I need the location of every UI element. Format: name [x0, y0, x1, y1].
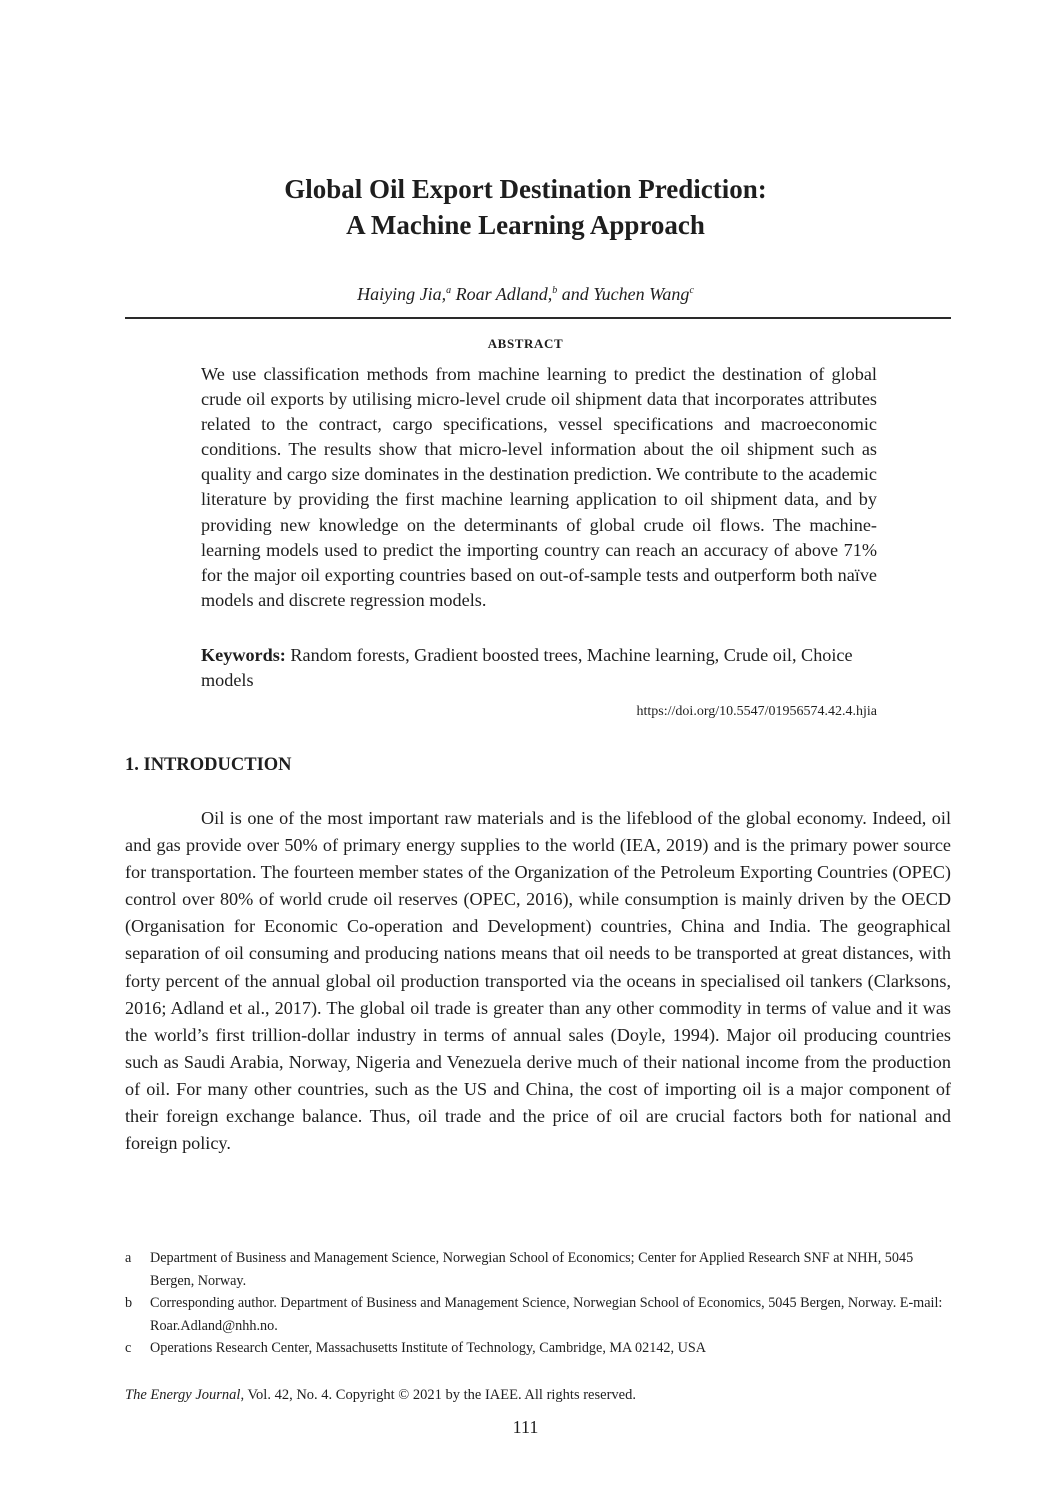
section-heading: 1. INTRODUCTION	[125, 755, 292, 775]
footnote-text: Operations Research Center, Massachusetts Institute of Technology, Cambridge, MA 02142, USA	[150, 1340, 706, 1357]
author-name: and Yuchen Wang	[561, 284, 690, 304]
journal-name: The Energy Journal	[125, 1387, 241, 1403]
journal-citation	[125, 1386, 636, 1404]
abstract-heading: ABSTRACT	[487, 336, 564, 351]
introduction-paragraph: Oil is one of the most important raw materials and is the lifeblood of the global economy. Indeed, oil and gas provide over 50% of primary energy supplies to the world (IEA, 2019) and is the primary power source for transportation. The fourteen member states of the Organization of the Petroleum Exporting Countries (OPEC) control over 80% of world crude oil reserves (OPEC, 2016), while consumption is mainly driven by the OECD (Organisation for Economic Co-operation and Development) countries, China and India. The geographical separation of oil consuming and producing nations means that oil needs to be transported at great distances, with forty percent of the annual global oil production transported via the oceans in specialised oil tankers (Clarksons, 2016; Adland et al., 2017). The global oil trade is greater than any other commodity in terms of value and it was the world’s first trillion-dollar industry in terms of annual sales (Doyle, 1994). Major oil producing countries such as Saudi Arabia, Norway, Nigeria and Venezuela derive much of their national income from the production of oil. For many other countries, such as the US and China, the cost of importing oil is a major component of their foreign exchange balance. Thus, oil trade and the price of oil are crucial factors both for national and foreign policy.	[125, 808, 951, 1154]
author-name: Roar Adland,	[455, 284, 553, 304]
paper-title	[0, 171, 1051, 243]
footnotes	[125, 1247, 951, 1360]
footnote-text: Corresponding author. Department of Business and Management Science, Norwegian School of Economics, 5045 Bergen, Norway. E-mail: Roar.Adland@nhh.no.	[150, 1295, 943, 1334]
doi-link[interactable]: https://doi.org/10.5547/01956574.42.4.hjia	[636, 704, 877, 719]
keywords	[201, 643, 877, 693]
footnote	[125, 1292, 951, 1337]
keywords-label: Keywords:	[201, 645, 286, 665]
affiliation-mark: a	[446, 285, 452, 296]
author-list	[0, 282, 1051, 306]
header-divider	[125, 317, 951, 319]
footnote	[125, 1337, 951, 1360]
affiliation-mark: b	[552, 285, 558, 296]
title-line-1: Global Oil Export Destination Prediction:	[284, 174, 767, 204]
journal-copyright: , Vol. 42, No. 4. Copyright © 2021 by the IAEE. All rights reserved.	[240, 1387, 636, 1403]
author-name: Haiying Jia,	[357, 284, 447, 304]
title-line-2: A Machine Learning Approach	[346, 210, 705, 240]
affiliation-mark: c	[689, 285, 694, 296]
footnote-text: Department of Business and Management Science, Norwegian School of Economics; Center for Applied Research SNF at NHH, 5045 Bergen, Norway.	[150, 1250, 914, 1289]
footnote-mark: c	[125, 1340, 132, 1357]
keywords-list: Random forests, Gradient boosted trees, Machine learning, Crude oil, Choice models	[201, 645, 853, 691]
page-number: 111	[512, 1417, 539, 1437]
footnote	[125, 1247, 951, 1292]
footnote-mark: b	[125, 1295, 133, 1312]
footnote-mark: a	[125, 1250, 132, 1266]
abstract-text: We use classification methods from machine learning to predict the destination of global crude oil exports by utilising micro-level crude oil shipment data that incorporates attributes related to the contract, cargo specifications, vessel specifications and macroeconomic conditions. The results show that micro-level information about the oil shipment such as quality and cargo size dominates in the destination prediction. We contribute to the academic literature by providing the first machine learning application to oil shipment data, and by providing new knowledge on the determinants of global crude oil flows. The machine-learning models used to predict the importing country can reach an accuracy of above 71% for the major oil exporting countries based on out-of-sample tests and outperform both naïve models and discrete regression models.	[201, 364, 877, 610]
